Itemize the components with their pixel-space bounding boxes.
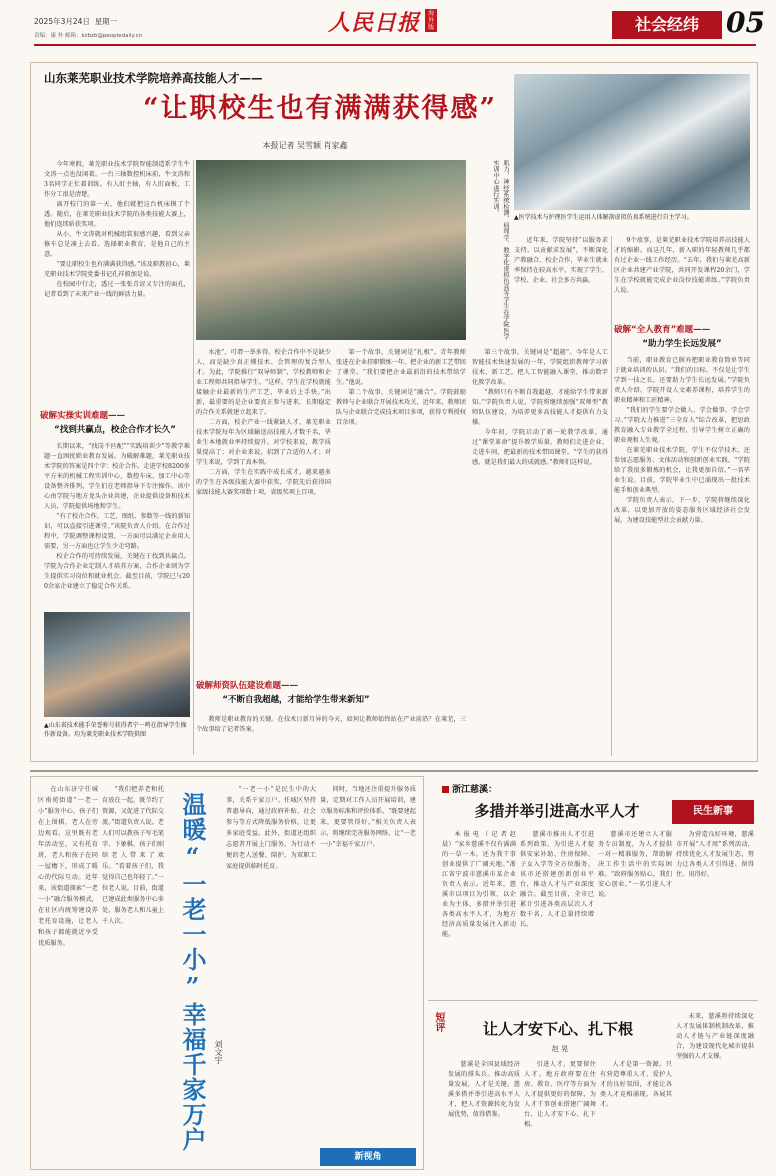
paragraph: 第二个故事，关键词是“融合”。学院鼓励教师与企业联合开展技术攻关，近年来，教师团队与企业联合完成技术项目多项，获得专利授权百余项。 bbox=[336, 389, 466, 426]
lead-byline bbox=[140, 140, 470, 151]
paragraph: 从小，牛文涛就对机械组装很感兴趣，看到父亲修车总是凑上去看。选择职业教育，是他自己的主意。 bbox=[44, 231, 190, 258]
subhead-2: “不断自我超越，才能给学生带来新知” bbox=[222, 695, 370, 705]
short-body-col3: 人才是第一资源。只有营造尊重人才、爱护人才的良好氛围，才能让各类人才竞相涌现、各展其才。 bbox=[600, 1061, 672, 1108]
section-rule bbox=[30, 770, 758, 772]
square-bullet-icon bbox=[442, 786, 449, 793]
lead-col3-text bbox=[196, 348, 331, 648]
column-rule bbox=[611, 236, 612, 756]
story-title: 多措并举引进高水平人才 bbox=[474, 802, 640, 820]
subhead-2-kicker: 破解师资队伍建设难题—— bbox=[196, 681, 299, 691]
paragraph: 学院负责人表示，下一步，学院将继续深化改革，以更加开放的姿态服务区域经济社会发展，为建设技能型社会贡献力量。 bbox=[614, 497, 750, 524]
lead-col3b-text bbox=[336, 348, 466, 678]
vertical-headline: 温暖“一老一小”幸福千家万户 bbox=[178, 792, 207, 1152]
vertical-author: 刘文宇 bbox=[214, 1040, 223, 1064]
location-label: 浙江慈溪： bbox=[452, 785, 498, 795]
tag-label: 新视角 bbox=[354, 1152, 382, 1162]
paper-logo bbox=[328, 6, 458, 42]
masthead-weekday: 星期一 bbox=[94, 17, 118, 26]
lead-headline: “让职校生也有满满获得感” bbox=[142, 93, 498, 124]
masthead bbox=[0, 0, 776, 48]
short-comment-rule bbox=[428, 1000, 758, 1001]
short-comment-author: 赵 晃 bbox=[551, 1045, 569, 1053]
lead-intro-text bbox=[44, 160, 190, 400]
livelihood-tag bbox=[672, 800, 754, 824]
masthead-rule bbox=[34, 44, 756, 46]
story-body-col2: 慈溪市推出人才引进系列政策，为引进人才提供安家补助、住房保障、子女入学等全方位服务。该市还搭建创新创业平台，推动人才与产业深度融合。截至目前，全市已累计引进各类高层次人才数千名，人才总量持续增长。 bbox=[520, 831, 594, 928]
photo-anatomy-simulation bbox=[514, 74, 750, 210]
byline-text: 本报记者 吴雪颖 肖家鑫 bbox=[262, 141, 348, 150]
paragraph: 校企合作的可持续发展，关键在于找到共赢点。学院为合作企业定制人才培养方案，合作企业则为学生提供实习岗位和就业机会。截至目前，学院已与200余家企业建立了稳定合作关系。 bbox=[44, 553, 190, 590]
story-text-col1: 在山东济宁任城区南苑街道“一老一小”服务中心，孩子们在上围棋，老人在旁边观看。这里既有老年活动室，又有托育班，老人和孩子在同一屋檐下，形成了暖心的代际互动。近年来，该街道探索“一老一小”融合服务模式，在社区内统筹建设养老托育设施，让老人和孩子都能就近享受优质服务。 bbox=[38, 786, 98, 947]
paragraph: 离开校门的第一天，他们就把这台机床摸了个透。随后，在莱芜职业技术学院的各类技能大赛上，他们连续斩获奖项。 bbox=[44, 201, 190, 228]
paragraph: 近年来，学院坚持“以服务求支持、以贡献求发展”，不断深化产教融合、校企合作，毕业生就业率保持在较高水平，实现了学生、学校、企业、社会多方共赢。 bbox=[514, 237, 608, 284]
subhead-3-kicker: 破解“全人教育”难题—— bbox=[614, 325, 711, 335]
paragraph: 二方面，校企产业一线紧缺人才，莱芜职业技术学院每年为区域输送高技能人才数千名，毕业生本地就业率持续提升。对学校来说，教学质量提高了；对企业来说，招到了合适的人才；对学生来说，学到了真本领。 bbox=[196, 419, 331, 466]
lead-col3-closing: 教师是职业教育的关键。在技术日新月异的今天，如何让教师始终站在产业前沿？在莱芜，三个故事给了记者答案。 bbox=[196, 716, 466, 733]
section-banner bbox=[612, 11, 722, 39]
paragraph: 9个故事，是莱芜职业技术学院培养高技能人才的缩影。而这几年，新入职的年轻教师几乎都有过企业一线工作经历。“去年，我们与莱芜高新区企业共建产业学院，共同开发课程20余门，学生在学校就能完成企业岗位技能训练。”学院负责人说。 bbox=[614, 237, 750, 294]
masthead-editor: 责编：康 朴 邮箱：kzbzb@peopledaily.cn bbox=[34, 33, 143, 39]
paragraph: “要让职校生也有满满获得感。”该及职教初心，莱芜职业技术学院党委书记孔祥毅加是说。 bbox=[44, 261, 190, 278]
photo-lab-training bbox=[44, 612, 190, 717]
paragraph: 在莱芜职业技术学院，学生不仅学技术，还参加志愿服务、文体活动和创新创业实践。“学院给了我很多锻炼的机会，让我更加自信。”一名毕业生说。目前，学院毕业生中已涌现出一批技术能手和创业典型。 bbox=[614, 447, 750, 494]
paragraph: 水池”，可谓一举多得。校企合作中不是缺少人，而是缺少真正懂技术、会管理的复合型人才。为此，学院推行“双导师制”，学校教师和企业工程师共同指导学生。“这样，学生在学校就能接触企业最新的生产工艺，毕业后上手快。”出新，最重要的是企业要真正参与进来，长期稳定的合作关系就建立起来了。 bbox=[196, 349, 331, 416]
photo-caption-left: ▲山东省技术能手荣誉称号获得者宁一鸣在指导学生操作新设备。均为莱芜职业技术学院供图 bbox=[44, 722, 187, 738]
paragraph: 二方面，学生在实践中成长成才，越来越多的学生在各级技能大赛中获奖，学院先后获得国家级技能大赛奖项数十项，省级奖项上百项。 bbox=[196, 469, 331, 496]
story-body-col4: 为营造良好环境，慈溪市开展“人才周”系列活动，持续优化人才发展生态，努力让各类人才引得进、留得住、用得好。 bbox=[676, 831, 754, 878]
short-comment-title: 让人才安下心、扎下根 bbox=[482, 1020, 633, 1038]
paragraph: “有了校企合作，工艺、图纸、参数等一线的新知识，可以直接引进课堂。”该院负责人介绍。在合作过程中，学院调整课程设置，一方面可以满足企业用人需要，另一方面也让学生少走弯路。 bbox=[44, 513, 190, 550]
lead-right-text-bottom bbox=[614, 356, 750, 756]
new-view-tag bbox=[320, 1148, 416, 1166]
paragraph: 今年寒假，莱芜职业技术学院智能制造系学生牛文涛一点也没闲着。一台三轴数控机床前，牛文涛和3名同学正忙着训练。有人盯主轴，有人盯面板，工作分工很是清楚。 bbox=[44, 161, 190, 198]
story-body-col3: 慈溪市还建立人才服务专员制度，为人才提供一对一精准服务，帮助解决工作生活中的实际困难。“政府服务贴心，我们安心创业。”一名引进人才说。 bbox=[598, 831, 672, 898]
tag-livelihood: 民生新事 bbox=[693, 806, 733, 817]
short-body-col1: 慈溪是全国县域经济发展的排头兵。推动高质量发展，人才是关键。慈溪多措并举引进高水平人才，把人才资源转化为发展优势，值得借鉴。 bbox=[448, 1061, 520, 1118]
story-text-col2: “我们把养老和托育放在一起，既节约了资源，又促进了代际交流。”街道负责人说。老人们可以教孩子写毛笔字、下象棋，孩子们则给老人带来了欢乐。“看着孩子们，我觉得自己也年轻了。”一位老人说。目前，街道已建成此类服务中心多处，服务老人和儿童上千人次。 bbox=[102, 786, 164, 925]
paper-name: 人民日报 bbox=[328, 10, 421, 36]
story-text-col3: “一老一小”是民生中的大事，关系千家万户。任城区坚持普惠导向，通过政府补贴、社会参与等方式降低服务价格，让更多家庭受益。此外，街道还组织志愿者开展上门服务，为行动不便的老人送餐、陪护，为双职工家庭提供临时托育。 bbox=[226, 786, 316, 870]
subhead-1: “找到共赢点，校企合作才长久” bbox=[54, 425, 176, 435]
lead-right-text-top bbox=[614, 236, 750, 316]
paragraph: 在校园中行走，透过一张张青涩又专注的面孔，记者看到了未来产业一线的鲜活力量。 bbox=[44, 281, 190, 298]
paragraph: 长期以来，“找岗不匹配”“实践培训少”等教学难题一直困扰职业教育发展。为破解难题，莱芜职业技术学院的答案是四个字：校企合作。走进学校8200多平方米的机械工程实训中心，数控车床、加工中心等设备整齐排列，学生们在老师指导下专注操作。该中心由学院与地方龙头企业共建，企业提供设备和技术人员，学院提供场地和学生。 bbox=[44, 443, 190, 510]
lead-col4-text bbox=[472, 348, 608, 748]
story-text-col4: 同时，当地还注重提升服务质量，定期对工作人员开展培训，建立服务标准和评价体系。“既要建起来，更要管得好。”相关负责人表示，将继续完善服务网络，让“一老一小”幸福千家万户。 bbox=[320, 786, 416, 848]
paragraph: 今年初，学院启动了新一轮教学改革，通过“课堂革命”提升教学质量。教师们走进企业、走进车间，把最新的技术带回课堂。“学生的获得感，就是我们最大的成就感。”教师们这样说。 bbox=[472, 429, 608, 466]
page-number: 05 bbox=[726, 6, 765, 39]
lead-kicker: 山东莱芜职业技术学院培养高技能人才—— bbox=[44, 71, 263, 85]
column-rule bbox=[193, 160, 194, 755]
masthead-date: 2025年3月24日 星期一 bbox=[34, 17, 118, 26]
story-body-col1: 本报电（记者赵晨）“家乡慈溪不仅有满满的一草一木，还为我干事创业提供了广阔天地。”浙江省宁波市慈溪市某企业负责人表示。近年来，慈溪市以项目为引领，以企业为主体，多措并举引进各类高水平人才，为地方经济高质量发展注入新动能。 bbox=[442, 831, 516, 938]
short-comment-label: 短评 bbox=[433, 1012, 444, 1032]
paper-sub: 海外版 bbox=[425, 9, 437, 32]
lead-section1-text bbox=[44, 442, 190, 612]
paragraph: “我们的学生要学会做人、学会做事、学会学习。”学院大力推进“三全育人”综合改革，把思政教育融入专业教学全过程，引导学生树立正确的职业观和人生观。 bbox=[614, 407, 750, 444]
paragraph: “教师只有不断自我超越，才能给学生带来新知。”学院负责人说，学院将继续加强“双师型”教师队伍建设，为培养更多高技能人才提供有力支撑。 bbox=[472, 389, 608, 426]
subhead-1-kicker: 破解实操实训难题—— bbox=[40, 411, 126, 421]
short-body-col2: 引进人才，更要留住人才。地方政府要在住房、教育、医疗等方面为人才提供更好的保障，为人才干事创业搭建广阔舞台，让人才安下心、扎下根。 bbox=[524, 1061, 596, 1128]
story-location bbox=[442, 782, 642, 795]
short-body-col4: 未来，慈溪将持续深化人才发展体制机制改革，推动人才链与产业链深度融合，为建设现代化城市提供坚强的人才支撑。 bbox=[676, 1013, 754, 1060]
photo-caption-right: ▲医学技术与护理医学生运用人体解剖虚拟仿真系统进行自主学习。 bbox=[514, 214, 693, 221]
paragraph: 第一个故事，关键词是“扎根”。青年教师张进在企业挂职锻炼一年，把企业的新工艺带回了课堂。“我们要把企业最前沿的技术带给学生。”他说。 bbox=[336, 349, 466, 386]
paragraph: 当前，职业教育已摒弃把职业教育简单等同于就业培训的认识。“我们的目标，不仅是让学生学到一技之长，还要助力学生长远发展。”学院负责人介绍。学院开设人文素养课程，培养学生的职业精神和工匠精神。 bbox=[614, 357, 750, 404]
lead-right-text-mid bbox=[514, 236, 608, 288]
paragraph: 第三个故事，关键词是“超越”。今年是人工智能技术快速发展的一年，学院组织教师学习新技术、新工艺，把人工智能融入课堂，推动数字化教学改革。 bbox=[472, 349, 608, 386]
photo-campus-main bbox=[196, 160, 466, 340]
subhead-3: “助力学生长远发展” bbox=[642, 339, 722, 349]
photo-vertical-caption: 肌力、神经系统检测、病理学、数字化虚拟仿真等学生在学院医学实训中心进行实训。 bbox=[492, 160, 509, 340]
section-title: 社会经纬 bbox=[634, 15, 699, 34]
